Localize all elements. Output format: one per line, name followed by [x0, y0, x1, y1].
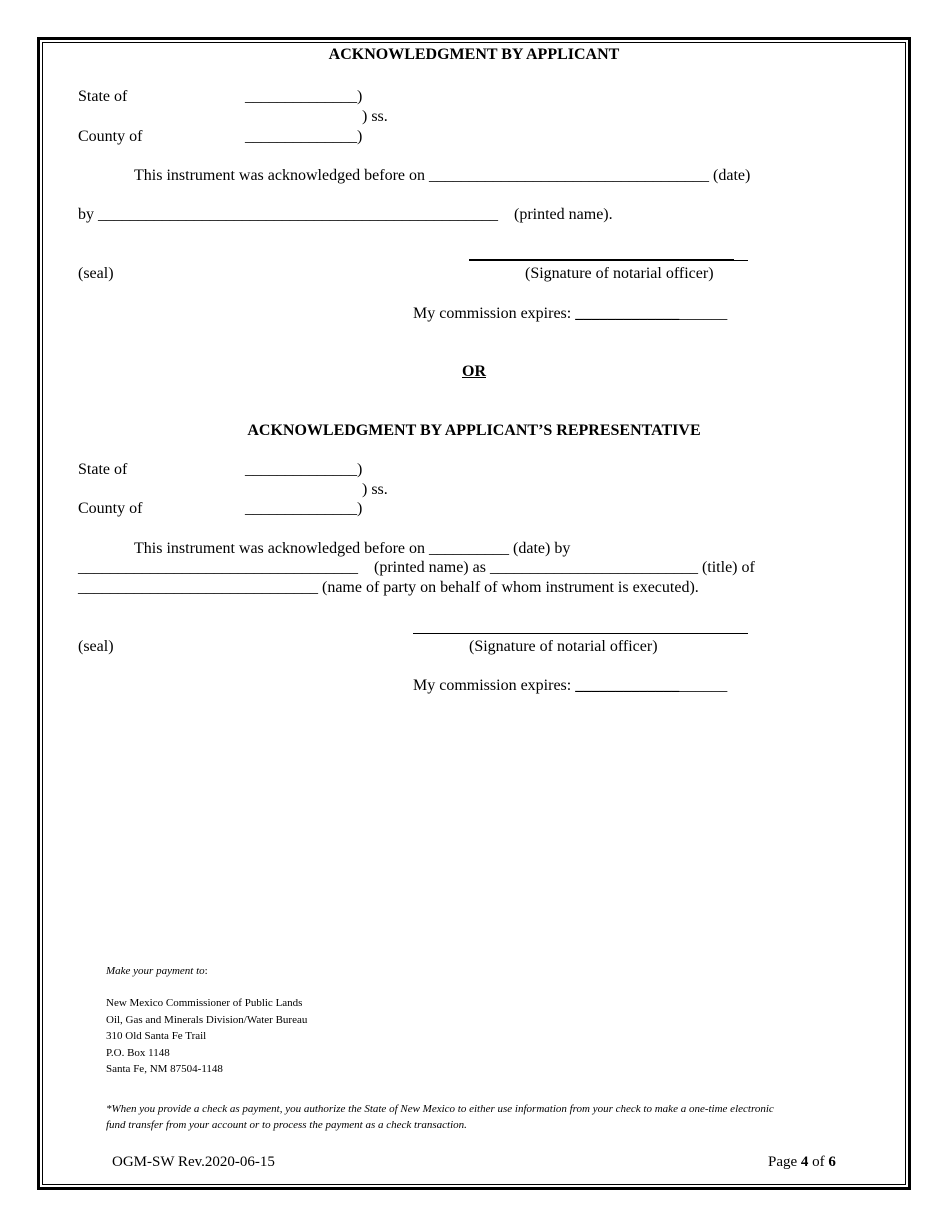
section2-county-label: County of — [78, 500, 143, 517]
section1-ack-line: This instrument was acknowledged before on ___________________________________ (date) — [134, 167, 751, 184]
payment-label-text: Make your payment to — [106, 965, 205, 977]
section2-state-field[interactable]: ______________) — [245, 461, 363, 478]
section1-commission-blank[interactable]: ______ — [679, 305, 728, 322]
payment-label-colon: : — [204, 965, 208, 977]
or-divider: OR — [462, 363, 486, 380]
section2-heading: ACKNOWLEDGMENT BY APPLICANT’S REPRESENTATIVE — [247, 422, 701, 439]
address-line: New Mexico Commissioner of Public Lands — [106, 997, 303, 1009]
of-word: of — [808, 1154, 829, 1170]
page-number — [768, 1153, 836, 1172]
section2-commission — [413, 676, 727, 695]
payment-notice-line2: fund transfer from your account or to process the payment as a check transaction. — [106, 1119, 467, 1131]
page-current: 4 — [800, 1154, 809, 1170]
section1-commission-label: My commission expires: — [413, 305, 576, 322]
section1-commission — [413, 304, 727, 323]
section1-seal: (seal) — [78, 265, 114, 282]
payment-label — [106, 963, 208, 980]
section1-heading: ACKNOWLEDGMENT BY APPLICANT — [328, 46, 620, 63]
section1-signature-line-end — [734, 260, 748, 261]
section2-signature-line — [413, 633, 748, 634]
section2-county-field[interactable]: ______________) — [245, 500, 363, 517]
address-line: 310 Old Santa Fe Trail — [106, 1030, 207, 1042]
address-line: Oil, Gas and Minerals Division/Water Bureau — [106, 1013, 308, 1026]
page-total: 6 — [828, 1154, 836, 1170]
section2-commission-blank-bold[interactable]: _____________ — [575, 677, 680, 694]
section1-signature-caption: (Signature of notarial officer) — [525, 265, 714, 282]
section2-ack-line: This instrument was acknowledged before on __________ (date) by — [134, 540, 571, 557]
section1-by-line: by __________________________________________________ (printed name). — [78, 206, 613, 223]
address-line: P.O. Box 1148 — [106, 1046, 170, 1059]
payment-notice-line1: *When you provide a check as payment, you authorize the State of New Mexico to either use information from your check to make a one-time electronic — [106, 1103, 774, 1115]
section1-county-field[interactable]: ______________) — [245, 128, 363, 145]
section2-printed-line: ___________________________________ (printed name) as __________________________ (title) of — [78, 559, 755, 576]
payment-address — [106, 995, 307, 1078]
section2-signature-caption: (Signature of notarial officer) — [469, 638, 658, 655]
section1-ss: ) ss. — [362, 108, 388, 125]
section2-commission-label: My commission expires: — [413, 677, 576, 694]
section1-state-label: State of — [78, 88, 128, 105]
section1-signature-line — [469, 259, 734, 261]
section2-party-line: ______________________________ (name of party on behalf of whom instrument is executed). — [78, 579, 699, 596]
section1-state-field[interactable]: ______________) — [245, 88, 363, 105]
page-word: Page — [768, 1154, 801, 1170]
section2-seal: (seal) — [78, 638, 114, 655]
section2-commission-blank[interactable]: ______ — [679, 677, 728, 694]
section2-ss: ) ss. — [362, 481, 388, 498]
address-line: Santa Fe, NM 87504-1148 — [106, 1063, 223, 1075]
section1-county-label: County of — [78, 128, 143, 145]
section1-commission-blank-bold[interactable]: _____________ — [575, 305, 680, 322]
section2-state-label: State of — [78, 461, 128, 478]
form-id: OGM-SW Rev.2020-06-15 — [112, 1154, 275, 1170]
